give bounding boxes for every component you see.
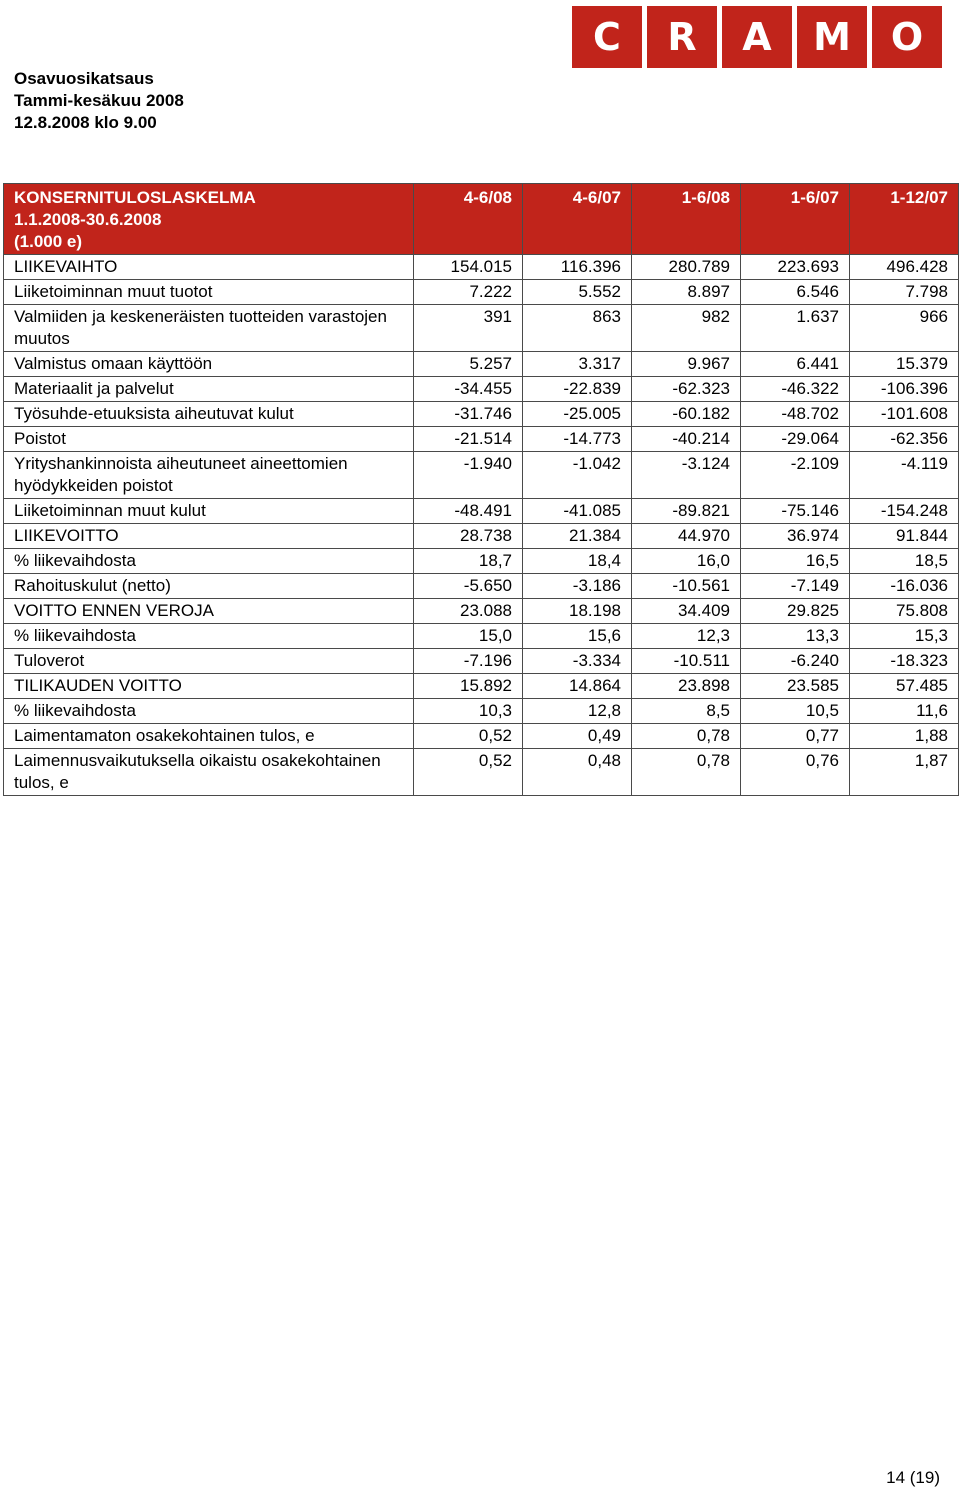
logo-letter-tile: R [647, 6, 717, 68]
column-header: 1-6/07 [741, 184, 850, 255]
logo-letter-tile: M [797, 6, 867, 68]
row-value: 34.409 [632, 599, 741, 624]
row-value: -25.005 [523, 402, 632, 427]
table-row [4, 599, 959, 624]
row-label: Laimentamaton osakekohtainen tulos, e [4, 724, 414, 749]
row-value: 7.222 [414, 280, 523, 305]
row-value: -21.514 [414, 427, 523, 452]
income-statement-table [3, 183, 959, 796]
table-row [4, 402, 959, 427]
row-value: -48.491 [414, 499, 523, 524]
row-label: LIIKEVAIHTO [4, 255, 414, 280]
row-value: -10.561 [632, 574, 741, 599]
column-header: 4-6/07 [523, 184, 632, 255]
column-header: 1-12/07 [850, 184, 959, 255]
row-value: 863 [523, 305, 632, 352]
row-value: 12,3 [632, 624, 741, 649]
row-value: 0,48 [523, 749, 632, 796]
row-value: 15,3 [850, 624, 959, 649]
row-value: 10,3 [414, 699, 523, 724]
row-value: 57.485 [850, 674, 959, 699]
page-number: 14 (19) [886, 1468, 940, 1487]
row-value: 982 [632, 305, 741, 352]
row-value: 13,3 [741, 624, 850, 649]
row-value: 44.970 [632, 524, 741, 549]
row-value: 154.015 [414, 255, 523, 280]
table-row [4, 377, 959, 402]
row-value: -62.356 [850, 427, 959, 452]
row-value: -89.821 [632, 499, 741, 524]
row-value: -4.119 [850, 452, 959, 499]
row-value: 6.441 [741, 352, 850, 377]
row-value: 0,76 [741, 749, 850, 796]
row-value: 11,6 [850, 699, 959, 724]
table-row [4, 724, 959, 749]
report-period: Tammi-kesäkuu 2008 [14, 91, 184, 110]
row-value: -60.182 [632, 402, 741, 427]
row-value: -41.085 [523, 499, 632, 524]
row-value: 8,5 [632, 699, 741, 724]
table-row [4, 280, 959, 305]
row-value: 6.546 [741, 280, 850, 305]
cramo-logo [572, 6, 942, 68]
row-value: -6.240 [741, 649, 850, 674]
row-value: 1.637 [741, 305, 850, 352]
row-value: 116.396 [523, 255, 632, 280]
row-value: -5.650 [414, 574, 523, 599]
row-value: -3.186 [523, 574, 632, 599]
row-value: 5.552 [523, 280, 632, 305]
row-label: Poistot [4, 427, 414, 452]
row-value: -34.455 [414, 377, 523, 402]
row-value: -1.940 [414, 452, 523, 499]
row-value: 0,77 [741, 724, 850, 749]
row-value: -31.746 [414, 402, 523, 427]
table-title: KONSERNITULOSLASKELMA 1.1.2008-30.6.2008 (1.000 e) [4, 184, 414, 255]
table-row [4, 674, 959, 699]
row-value: 496.428 [850, 255, 959, 280]
row-value: -7.149 [741, 574, 850, 599]
table-row [4, 549, 959, 574]
row-value: 0,52 [414, 724, 523, 749]
table-row [4, 749, 959, 796]
table-row [4, 427, 959, 452]
table-body [4, 255, 959, 796]
row-value: -22.839 [523, 377, 632, 402]
table-row [4, 649, 959, 674]
row-value: -106.396 [850, 377, 959, 402]
row-label: Materiaalit ja palvelut [4, 377, 414, 402]
row-value: 9.967 [632, 352, 741, 377]
row-label: Työsuhde-etuuksista aiheutuvat kulut [4, 402, 414, 427]
row-value: 21.384 [523, 524, 632, 549]
row-value: 36.974 [741, 524, 850, 549]
row-value: 1,88 [850, 724, 959, 749]
row-label: Liiketoiminnan muut tuotot [4, 280, 414, 305]
row-value: 15.892 [414, 674, 523, 699]
row-label: Laimennusvaikutuksella oikaistu osakekohtainen tulos, e [4, 749, 414, 796]
row-value: 29.825 [741, 599, 850, 624]
row-value: 3.317 [523, 352, 632, 377]
row-value: -2.109 [741, 452, 850, 499]
row-value: -40.214 [632, 427, 741, 452]
row-value: 18,7 [414, 549, 523, 574]
row-label: % liikevaihdosta [4, 624, 414, 649]
release-time: 12.8.2008 klo 9.00 [14, 113, 157, 132]
table-row [4, 574, 959, 599]
row-value: 18,4 [523, 549, 632, 574]
row-label: Tuloverot [4, 649, 414, 674]
row-value: -101.608 [850, 402, 959, 427]
row-value: 23.585 [741, 674, 850, 699]
table-row [4, 255, 959, 280]
row-value: -7.196 [414, 649, 523, 674]
row-value: 391 [414, 305, 523, 352]
row-value: -62.323 [632, 377, 741, 402]
row-value: 16,5 [741, 549, 850, 574]
row-label: LIIKEVOITTO [4, 524, 414, 549]
row-label: Yrityshankinnoista aiheutuneet aineettomien hyödykkeiden poistot [4, 452, 414, 499]
row-value: 23.088 [414, 599, 523, 624]
row-value: -75.146 [741, 499, 850, 524]
row-value: 0,49 [523, 724, 632, 749]
row-value: 966 [850, 305, 959, 352]
row-value: 75.808 [850, 599, 959, 624]
table-row [4, 452, 959, 499]
row-value: 15,6 [523, 624, 632, 649]
row-value: 0,78 [632, 749, 741, 796]
table-row [4, 499, 959, 524]
table-header-row [4, 184, 959, 255]
row-label: Valmistus omaan käyttöön [4, 352, 414, 377]
document-header [14, 68, 184, 134]
row-value: -154.248 [850, 499, 959, 524]
document-type: Osavuosikatsaus [14, 69, 154, 88]
row-label: TILIKAUDEN VOITTO [4, 674, 414, 699]
row-value: 23.898 [632, 674, 741, 699]
row-label: Valmiiden ja keskeneräisten tuotteiden varastojen muutos [4, 305, 414, 352]
logo-letter-tile: C [572, 6, 642, 68]
logo-letter-tile: O [872, 6, 942, 68]
row-value: 1,87 [850, 749, 959, 796]
row-value: -48.702 [741, 402, 850, 427]
row-value: 7.798 [850, 280, 959, 305]
row-value: 91.844 [850, 524, 959, 549]
row-label: VOITTO ENNEN VEROJA [4, 599, 414, 624]
row-value: -1.042 [523, 452, 632, 499]
row-value: -29.064 [741, 427, 850, 452]
row-value: 0,78 [632, 724, 741, 749]
row-value: 10,5 [741, 699, 850, 724]
row-value: -3.334 [523, 649, 632, 674]
row-value: 5.257 [414, 352, 523, 377]
row-value: -14.773 [523, 427, 632, 452]
row-label: Liiketoiminnan muut kulut [4, 499, 414, 524]
logo-letter-tile: A [722, 6, 792, 68]
row-value: 14.864 [523, 674, 632, 699]
row-value: 28.738 [414, 524, 523, 549]
row-value: 15,0 [414, 624, 523, 649]
row-value: -46.322 [741, 377, 850, 402]
row-value: -10.511 [632, 649, 741, 674]
row-value: -18.323 [850, 649, 959, 674]
row-value: -3.124 [632, 452, 741, 499]
row-label: Rahoituskulut (netto) [4, 574, 414, 599]
table-row [4, 352, 959, 377]
table-row [4, 524, 959, 549]
row-value: 223.693 [741, 255, 850, 280]
row-value: 280.789 [632, 255, 741, 280]
row-value: -16.036 [850, 574, 959, 599]
row-value: 8.897 [632, 280, 741, 305]
column-header: 1-6/08 [632, 184, 741, 255]
row-value: 16,0 [632, 549, 741, 574]
table-row [4, 699, 959, 724]
table-row [4, 305, 959, 352]
row-label: % liikevaihdosta [4, 549, 414, 574]
row-value: 12,8 [523, 699, 632, 724]
row-value: 18.198 [523, 599, 632, 624]
row-label: % liikevaihdosta [4, 699, 414, 724]
row-value: 18,5 [850, 549, 959, 574]
table-row [4, 624, 959, 649]
column-header: 4-6/08 [414, 184, 523, 255]
row-value: 0,52 [414, 749, 523, 796]
row-value: 15.379 [850, 352, 959, 377]
